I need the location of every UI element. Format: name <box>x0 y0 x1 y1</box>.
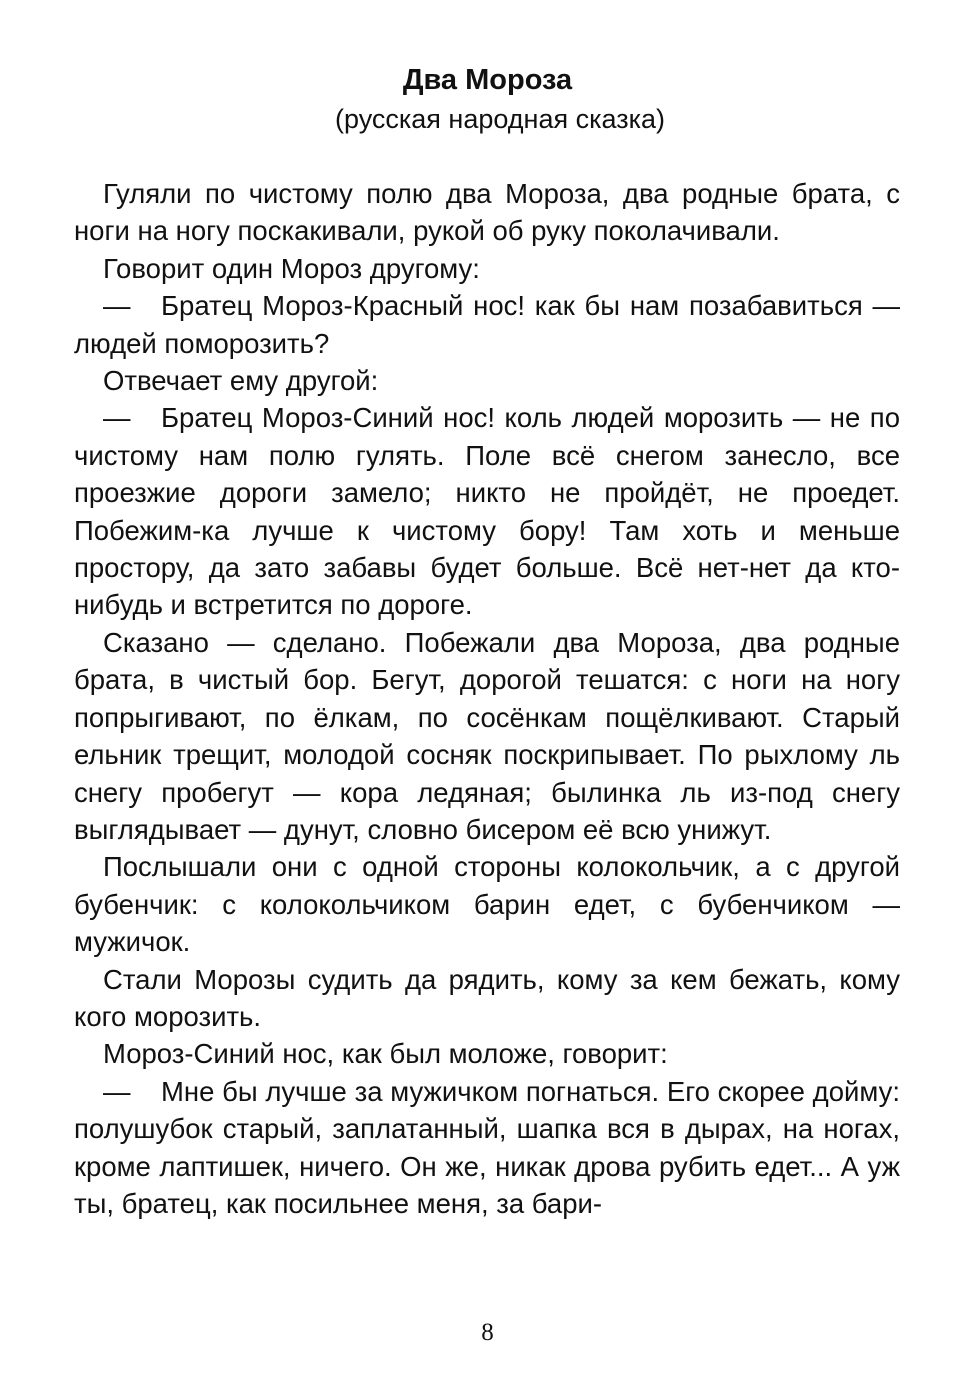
dialogue-dash: — <box>103 290 131 322</box>
page-number: 8 <box>481 1319 494 1346</box>
dialogue-line: — Мне бы лучше за мужичком погнаться. Его скорее дойму: полушубок старый, заплатанный, шапка вся в дырах, на ногах, кроме лаптишек, ничего. Он же, никак дрова рубить едет... А уж ты, братец, как посильнее меня, за бари- <box>74 1073 900 1223</box>
paragraph: Мороз-Синий нос, как был моложе, говорит: <box>103 1038 668 1070</box>
paragraph: Стали Морозы судить да рядить, кому за кем бежать, кому кого морозить. <box>74 963 900 1032</box>
paragraph: Послышали они с одной стороны колокольчик, а с другой бубенчик: с колокольчиком барин едет, с бубенчиком — мужичок. <box>74 851 900 958</box>
story-subtitle: (русская народная сказка) <box>334 104 666 134</box>
paragraph: Сказано — сделано. Побежали два Мороза, два родные брата, в чистый бор. Бегут, дорогой тешатся: с ноги на ногу попрыгивают, по ёлкам, по сосёнкам пощёлкивают. Старый ельник трещит, молодой сосняк поскрипывает. По рыхлому ль снегу пробегут — кора ледяная; былинка ль из-под снегу выглядывает — дунут, словно бисером её всю унижут. <box>74 626 900 845</box>
paragraph: Гуляли по чистому полю два Мороза, два родные брата, с ноги на ногу поскакивали, рукой об руку поколачивали. <box>74 178 900 247</box>
dialogue-dash: — <box>103 402 131 434</box>
dialogue-line: — Братец Мороз-Красный нос! как бы нам позабавиться — людей поморозить? <box>74 287 900 362</box>
story-title: Два Мороза <box>402 64 573 96</box>
paragraph: Отвечает ему другой: <box>103 365 379 397</box>
story-body <box>74 175 900 1222</box>
dialogue-dash: — <box>103 1075 131 1107</box>
paragraph: Говорит один Мороз другому: <box>103 252 480 284</box>
dialogue-line: — Братец Мороз-Синий нос! коль людей морозить — не по чистому нам полю гулять. Поле всё снегом занесло, все проезжие дороги замело; никто не пройдёт, не проедет. Побежим-ка лучше к чистому бору! Там хоть и меньше простору, да зато забавы будет больше. Всё нет-нет да кто-нибудь и встретится по дороге. <box>74 399 900 623</box>
